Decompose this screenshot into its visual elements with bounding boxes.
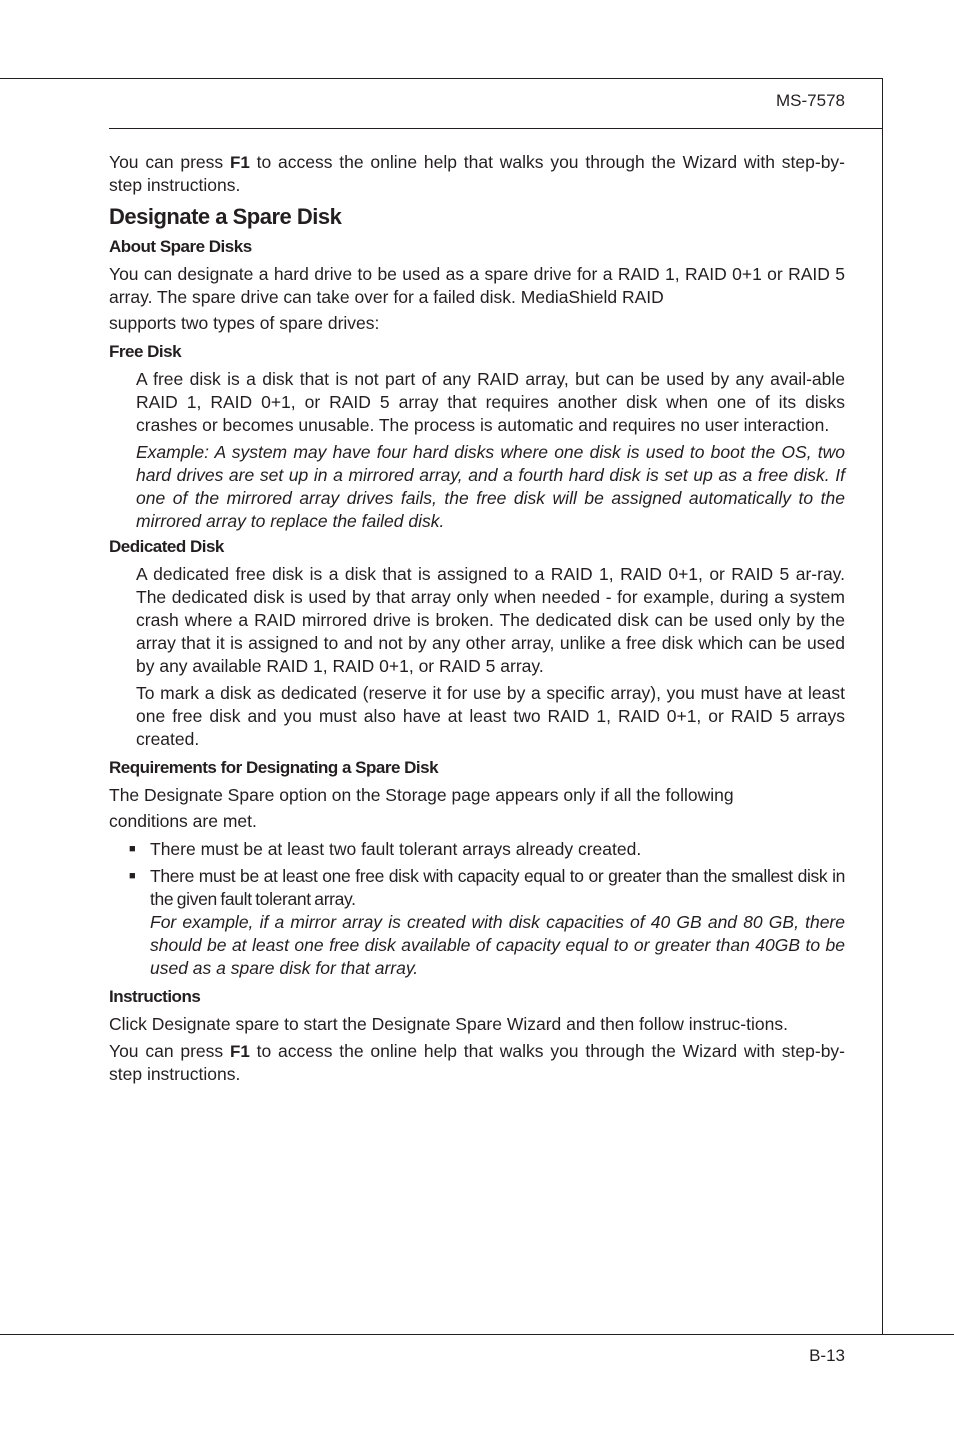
free-disk-text: A free disk is a disk that is not part of any RAID array, but can be used by any avail-able RAID 1, RAID 0+1, or RAID 5 array that requires another disk when one of its disks crashes or becomes unusable. The process is automatic and requires no user interaction. xyxy=(136,369,845,435)
dedicated-disk-heading: Dedicated Disk xyxy=(109,537,224,556)
top-rule xyxy=(0,78,883,79)
bottom-rule xyxy=(0,1334,954,1335)
page-number: B-13 xyxy=(809,1346,845,1365)
f1-key: F1 xyxy=(229,1042,250,1061)
requirements-example: For example, if a mirror array is created with disk capacities of 40 GB and 80 GB, there should be at least one free disk available of capacity equal to or greater than 40GB to be used as a spare disk for that array. xyxy=(150,912,845,978)
requirements-paragraph-cont: conditions are met. xyxy=(109,811,257,831)
dedicated-disk-text-2: To mark a disk as dedicated (reserve it for use by a specific array), you must have at least one free disk and you must also have at least two RAID 1, RAID 0+1, or RAID 5 arrays created. xyxy=(136,683,845,749)
requirements-heading: Requirements for Designating a Spare Disk xyxy=(109,758,439,777)
dedicated-disk-text: A dedicated free disk is a disk that is assigned to a RAID 1, RAID 0+1, or RAID 5 ar-ray. The dedicated disk is used by that array only when needed - for example, during a system crash where a RAID mirrored drive is broken. The dedicated disk can be used only by the array that it is assigned to and not by any other array, unlike a free disk which can be used by any available RAID 1, RAID 0+1, or RAID 5 array. xyxy=(136,564,845,676)
header-rule xyxy=(109,128,883,129)
right-margin-rule xyxy=(882,78,883,1335)
page-content xyxy=(109,151,845,1086)
instructions-f1-paragraph: You can press F1 to access the online help that walks you through the Wizard with step-by-step instructions. xyxy=(109,1041,845,1084)
model-number: MS-7578 xyxy=(776,91,845,110)
instructions-heading: Instructions xyxy=(109,987,201,1006)
f1-key: F1 xyxy=(229,153,250,172)
list-item: ■ There must be at least one free disk with capacity equal to or greater than the smallest disk in the given fault tolerant array. For example, if a mirror array is created with disk capacities of 40 GB and 80 GB, there should be at least one free disk available of capacity equal to or greater than 40GB to be used as a spare disk for that array. xyxy=(109,865,845,980)
requirements-paragraph: The Designate Spare option on the Storage page appears only if all the following xyxy=(109,785,734,805)
list-item: ■ There must be at least two fault tolerant arrays already created. xyxy=(109,838,845,861)
requirements-list xyxy=(109,838,845,980)
free-disk-heading: Free Disk xyxy=(109,342,182,361)
intro-paragraph: You can press F1 to access the online help that walks you through the Wizard with step-by-step instructions. xyxy=(109,152,845,195)
about-heading: About Spare Disks xyxy=(109,237,252,256)
about-paragraph: You can designate a hard drive to be used as a spare drive for a RAID 1, RAID 0+1 or RAID 5 array. The spare drive can take over for a failed disk. MediaShield RAID xyxy=(109,264,845,307)
section-title: Designate a Spare Disk xyxy=(109,204,342,229)
instructions-paragraph: Click Designate spare to start the Designate Spare Wizard and then follow instruc-tions. xyxy=(109,1014,788,1034)
free-disk-example: Example: A system may have four hard disks where one disk is used to boot the OS, two hard drives are set up in a mirrored array, and a fourth hard disk is set up as a free disk. If one of the mirrored array drives fails, the free disk will be assigned automatically to the mirrored array to replace the failed disk. xyxy=(136,442,845,531)
about-paragraph-cont: supports two types of spare drives: xyxy=(109,313,380,333)
